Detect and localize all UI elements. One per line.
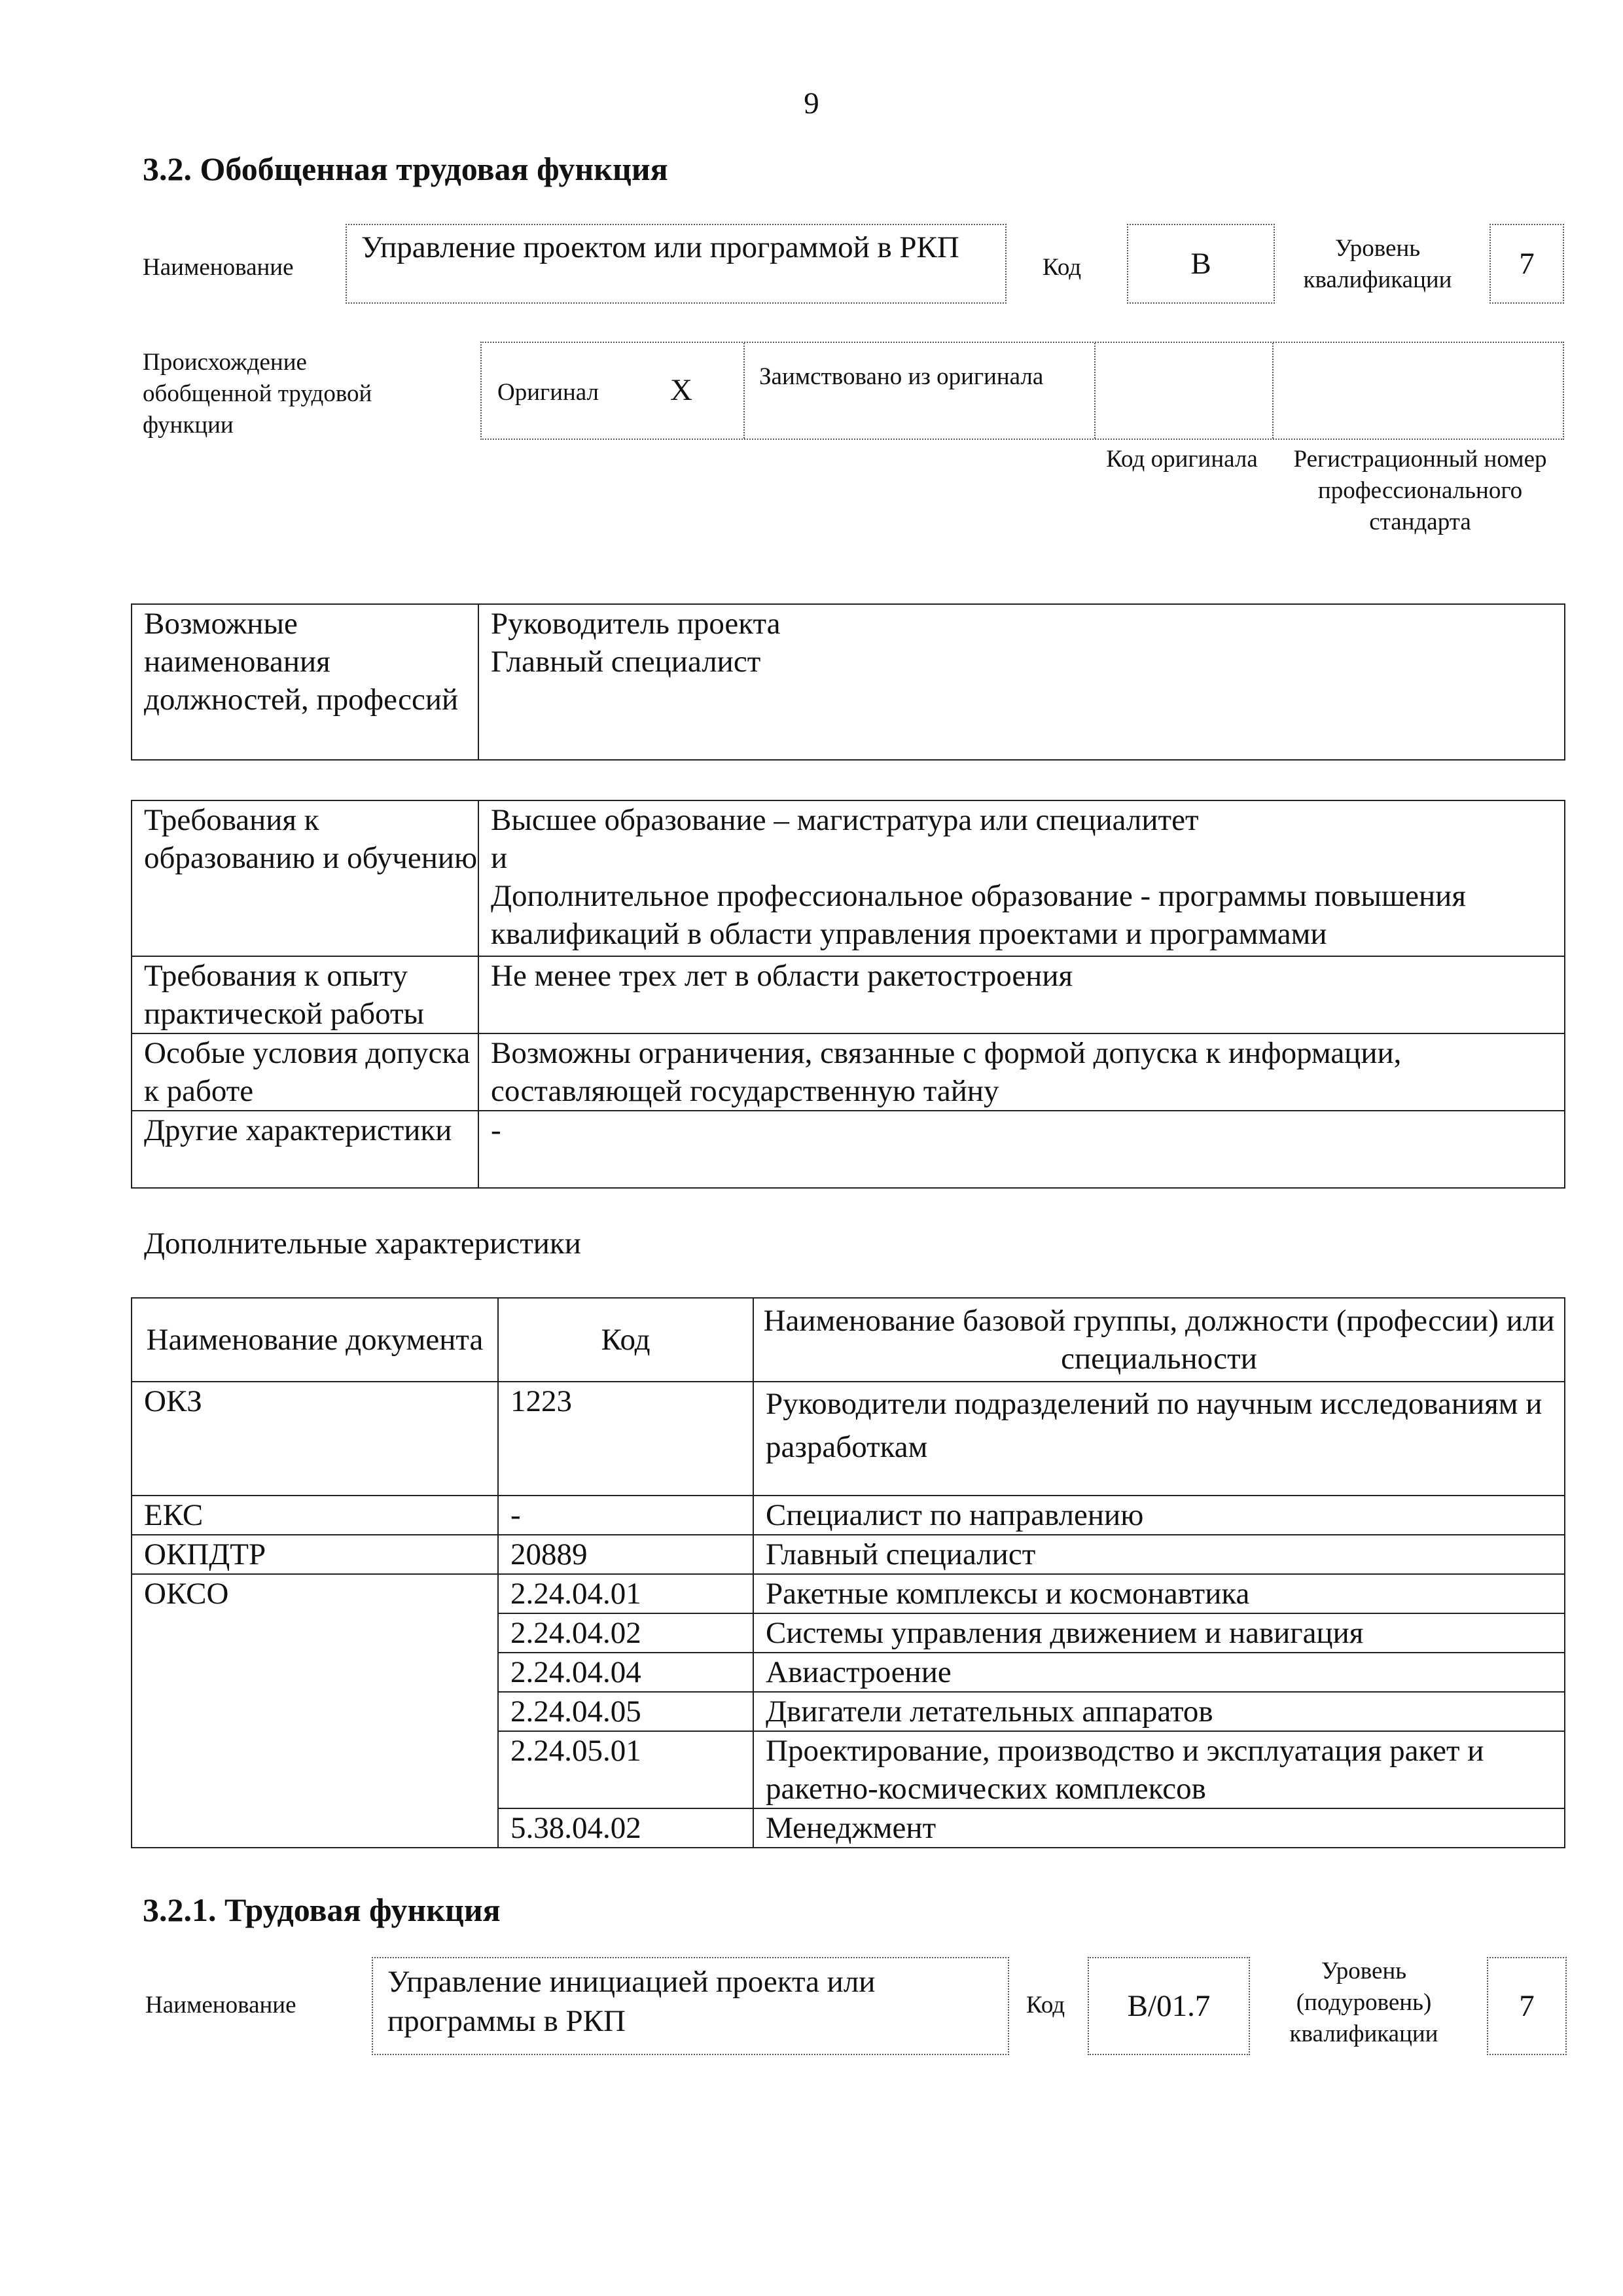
origin-label: Происхождение обобщенной трудовой функции xyxy=(143,349,372,439)
req-other-label: Другие характеристики xyxy=(132,1111,478,1188)
origin-reg-caption: Регистрационный номер профессионального стандарта xyxy=(1293,446,1547,535)
requirements-table xyxy=(131,800,1565,1189)
gtf-name-box xyxy=(346,224,1007,304)
okso-name: Двигатели летательных аппаратов xyxy=(753,1692,1565,1731)
header-code: Код xyxy=(498,1298,753,1382)
tf-level-box xyxy=(1487,1957,1567,2055)
section-title: 3.2. Обобщенная трудовая функция xyxy=(143,151,668,187)
okz-code: 1223 xyxy=(498,1382,753,1496)
tf-name-box xyxy=(372,1957,1009,2055)
req-access-label: Особые условия допуска к работе xyxy=(132,1033,478,1111)
tf-level-label: Уровень (подуровень) квалификации xyxy=(1289,1958,1438,2047)
eks-doc: ЕКС xyxy=(132,1496,498,1535)
positions-label: Возможные наименования должностей, профессий xyxy=(132,604,478,760)
header-document: Наименование документа xyxy=(132,1298,498,1382)
okpdtr-code: 20889 xyxy=(498,1535,753,1574)
okso-code: 2.24.04.02 xyxy=(498,1613,753,1653)
positions-value: Руководитель проекта Главный специалист xyxy=(478,604,1565,760)
gtf-name-label: Наименование xyxy=(143,254,294,281)
eks-code: - xyxy=(498,1496,753,1535)
tf-code-box xyxy=(1088,1957,1250,2055)
okso-name: Менеджмент xyxy=(753,1808,1565,1848)
page-number: 9 xyxy=(804,86,819,120)
origin-original-mark: X xyxy=(670,373,692,407)
tf-name-label: Наименование xyxy=(145,1992,296,2018)
req-other-value: - xyxy=(478,1111,1565,1188)
gtf-level-value: 7 xyxy=(1519,247,1535,281)
okso-name: Системы управления движением и навигация xyxy=(753,1613,1565,1653)
gtf-name-value: Управление проектом или программой в РКП xyxy=(361,230,959,264)
additional-title: Дополнительные характеристики xyxy=(144,1227,581,1261)
okso-name: Ракетные комплексы и космонавтика xyxy=(753,1574,1565,1613)
origin-borrowed-label: Заимствовано из оригинала xyxy=(759,363,1044,390)
additional-header-row xyxy=(132,1298,1565,1382)
origin-code-caption: Код оригинала xyxy=(1106,446,1258,473)
okso-code: 2.24.04.04 xyxy=(498,1653,753,1692)
okpdtr-doc: ОКПДТР xyxy=(132,1535,498,1574)
origin-divider-1 xyxy=(743,343,745,439)
table-row xyxy=(132,1496,1565,1535)
okso-code: 2.24.04.01 xyxy=(498,1574,753,1613)
req-experience-value: Не менее трех лет в области ракетостроения xyxy=(478,956,1565,1033)
origin-divider-2 xyxy=(1094,343,1096,439)
tf-code-label: Код xyxy=(1026,1992,1065,2018)
okso-code: 5.38.04.02 xyxy=(498,1808,753,1848)
tf-code-value: B/01.7 xyxy=(1127,1989,1211,2023)
requirements-row xyxy=(132,1111,1565,1188)
requirements-row xyxy=(132,800,1565,956)
okso-code: 2.24.04.05 xyxy=(498,1692,753,1731)
gtf-code-value: B xyxy=(1190,247,1211,281)
okz-doc: ОКЗ xyxy=(132,1382,498,1496)
req-access-value: Возможны ограничения, связанные с формой допуска к информации, составляющей государственную тайну xyxy=(478,1033,1565,1111)
tf-level-value: 7 xyxy=(1519,1989,1535,2023)
positions-row xyxy=(132,604,1565,760)
header-group: Наименование базовой группы, должности (профессии) или специальности xyxy=(753,1298,1565,1382)
additional-table xyxy=(131,1297,1565,1848)
origin-divider-3 xyxy=(1272,343,1274,439)
subsection-title: 3.2.1. Трудовая функция xyxy=(143,1892,501,1928)
req-education-label: Требования к образованию и обучению xyxy=(132,800,478,956)
origin-table xyxy=(480,342,1564,440)
okpdtr-name: Главный специалист xyxy=(753,1535,1565,1574)
gtf-level-label: Уровень квалификации xyxy=(1303,235,1452,293)
origin-original-label: Оригинал xyxy=(497,379,599,406)
positions-table xyxy=(131,603,1565,761)
eks-name: Специалист по направлению xyxy=(753,1496,1565,1535)
okso-code: 2.24.05.01 xyxy=(498,1731,753,1808)
okso-name: Авиастроение xyxy=(753,1653,1565,1692)
table-row xyxy=(132,1382,1565,1496)
table-row xyxy=(132,1574,1565,1613)
req-education-value: Высшее образование – магистратура или специалитет и Дополнительное профессиональное образование - программы повышения квалификаций в области управления проектами и программами xyxy=(478,800,1565,956)
okso-doc: ОКСО xyxy=(132,1574,498,1848)
requirements-row xyxy=(132,956,1565,1033)
req-experience-label: Требования к опыту практической работы xyxy=(132,956,478,1033)
table-row xyxy=(132,1535,1565,1574)
gtf-level-box xyxy=(1489,224,1564,304)
requirements-row xyxy=(132,1033,1565,1111)
gtf-code-label: Код xyxy=(1043,254,1082,281)
tf-name-value: Управление инициацией проекта или программы в РКП xyxy=(387,1965,876,2038)
gtf-code-box xyxy=(1127,224,1275,304)
okz-name: Руководители подразделений по научным исследованиям и разработкам xyxy=(753,1382,1565,1496)
okso-name: Проектирование, производство и эксплуатация ракет и ракетно-космических комплексов xyxy=(753,1731,1565,1808)
